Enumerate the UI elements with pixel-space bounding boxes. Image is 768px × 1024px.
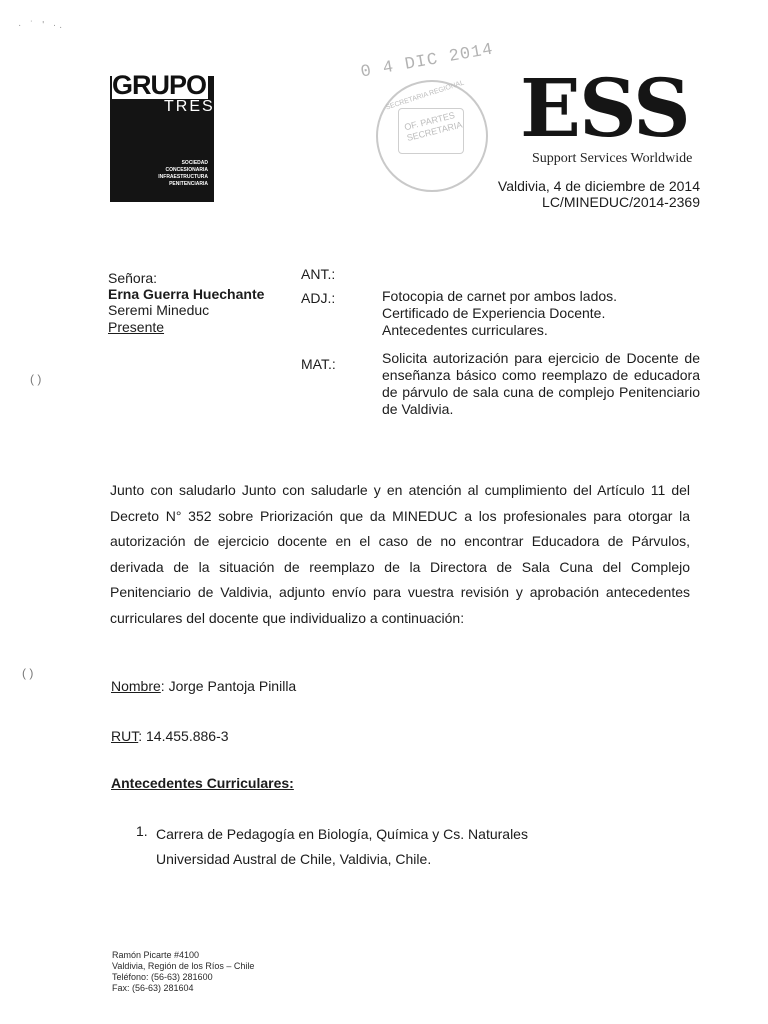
- curriculum-item: [156, 822, 528, 872]
- nombre-field: [111, 678, 296, 694]
- footer-line: Valdivia, Región de los Ríos – Chile: [112, 961, 255, 971]
- recipient-position: Seremi Mineduc: [108, 302, 210, 318]
- footer-line: Fax: (56-63) 281604: [112, 983, 194, 993]
- adj-item: Fotocopia de carnet por ambos lados.: [382, 288, 618, 304]
- adj-list: [382, 288, 617, 339]
- scan-specks: · ˙ ' ·.: [18, 20, 66, 31]
- ess-tagline: Support Services Worldwide: [532, 151, 693, 166]
- curriculum-item-number: 1.: [136, 823, 148, 839]
- recipient-presente: Presente: [108, 319, 165, 335]
- adj-label: ADJ.:: [301, 290, 336, 306]
- punch-hole-mark: ( ): [22, 666, 34, 680]
- rut-label: RUT: [111, 728, 139, 744]
- ess-logo: ESS: [520, 61, 689, 155]
- curriculum-item-line1: Carrera de Pedagogía en Biología, Química y Cs. Naturales: [156, 826, 528, 842]
- mat-text: Solicita autorización para ejercicio de Docente de enseñanza básico como reemplazo de educadora de párvulo de sala cuna de complejo Penitenciario de Valdivia.: [382, 350, 700, 417]
- letter-reference: LC/MINEDUC/2014-2369: [542, 194, 700, 210]
- footer-line: Ramón Picarte #4100: [112, 950, 200, 960]
- recipient-name: Erna Guerra Huechante: [108, 286, 265, 302]
- punch-hole-mark: ( ): [30, 372, 42, 386]
- adj-item: Antecedentes curriculares.: [382, 322, 548, 338]
- footer-address: [112, 950, 254, 994]
- letter-date: Valdivia, 4 de diciembre de 2014: [497, 178, 700, 194]
- mat-label: MAT.:: [301, 356, 336, 372]
- ant-label: ANT.:: [301, 266, 336, 282]
- stamp-ring-text: SECRETARIA REGIONAL: [384, 79, 466, 112]
- curriculum-title: Antecedentes Curriculares:: [111, 775, 294, 791]
- rut-value: : 14.455.886-3: [138, 728, 229, 744]
- nombre-label: Nombre: [111, 678, 161, 694]
- grupo-tres-logo-grupo: GRUPO: [112, 70, 207, 100]
- nombre-value: : Jorge Pantoja Pinilla: [160, 678, 297, 694]
- adj-item: Certificado de Experiencia Docente.: [382, 305, 606, 321]
- curriculum-item-line2: Universidad Austral de Chile, Valdivia, Chile.: [156, 851, 432, 867]
- stamp-date: 0 4 DIC 2014: [359, 40, 496, 83]
- grupo-tres-logo-lines: SOCIEDAD CONCESIONARIA INFRAESTRUCTURA PENITENCIARIA: [158, 160, 208, 187]
- stamp-center-text: OF. PARTES SECRETARIA: [403, 110, 464, 143]
- body-paragraph: Junto con saludarlo Junto con saludarle y en atención al cumplimiento del Artículo 11 del Decreto N° 352 sobre Priorización que da MINEDUC a los profesionales para otorgar la autorización de ejercicio docente en el caso de no encontrar Educadora de Párvulos, derivada de la situación de reemplazo de la Directora de Sala Cuna del Complejo Penitenciario de Valdivia, adjunto envío para vuestra revisión y aprobación antecedentes curriculares del docente que individualizo a continuación:: [110, 482, 690, 626]
- rut-field: [111, 728, 229, 744]
- footer-line: Teléfono: (56-63) 281600: [112, 972, 213, 982]
- grupo-tres-logo-tres: TRES: [164, 98, 215, 115]
- recipient-salutation: Señora:: [108, 270, 158, 286]
